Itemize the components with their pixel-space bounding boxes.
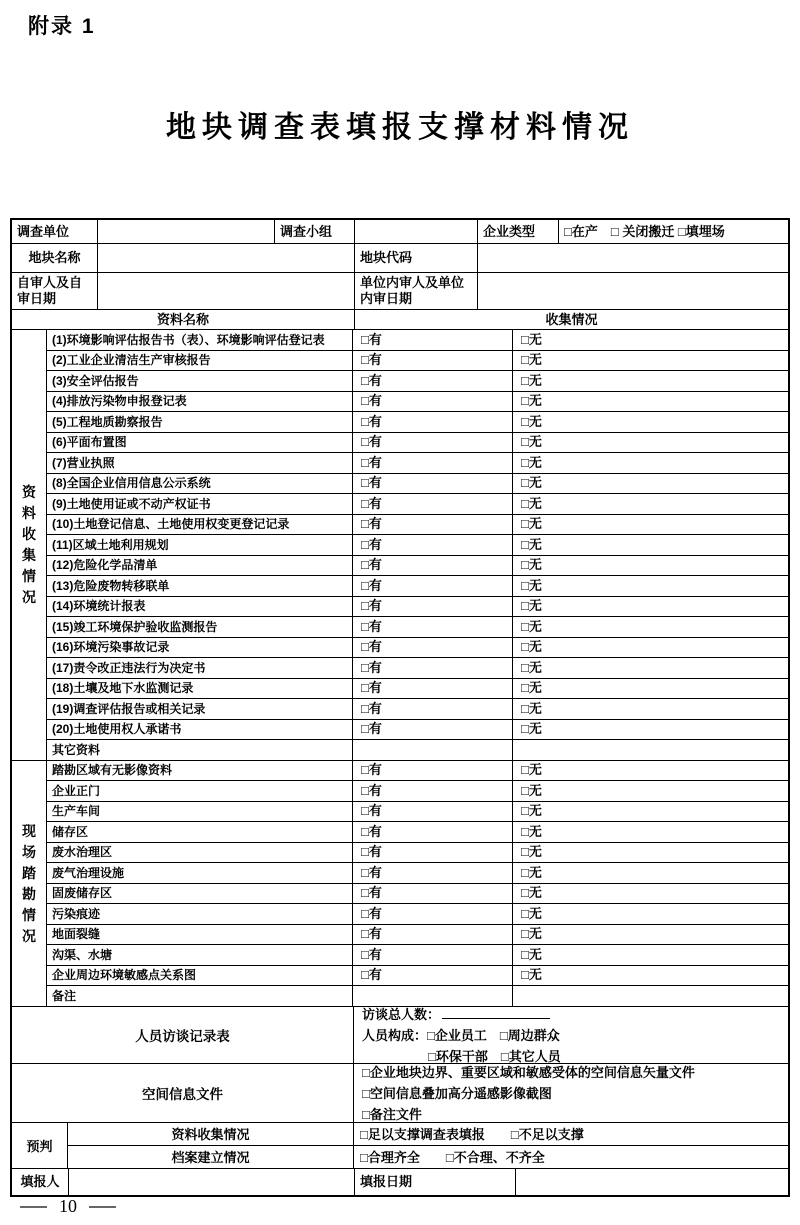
none-checkbox: □无 [512,863,788,883]
have-checkbox: □有 [352,371,512,391]
material-name: 固废储存区 [52,886,113,901]
form-title: 地块调查表填报支撑材料情况 [166,111,634,144]
have-checkbox: □有 [352,761,512,781]
material-row [47,739,788,760]
self-review-label: 自审人及自审日期 [17,275,83,306]
have-checkbox: □有 [352,720,512,740]
have-checkbox: □有 [352,863,512,883]
survey-unit-label: 调查单位 [17,223,70,239]
have-checkbox: □有 [352,351,512,371]
material-name: (3)安全评估报告 [52,373,139,388]
material-row [47,883,788,904]
column-header-row [12,309,788,329]
have-checkbox: □有 [352,638,512,658]
interview-label: 人员访谈记录表 [12,1007,354,1063]
spatial-option-1: □企业地块边界、重要区域和敏感受体的空间信息矢量文件 [362,1065,695,1080]
none-checkbox: □无 [512,843,788,863]
material-name: (14)环境统计报表 [52,599,146,614]
none-checkbox: □无 [512,453,788,473]
none-checkbox: □无 [512,474,788,494]
have-checkbox: □有 [352,966,512,986]
material-row [47,411,788,432]
material-name: (18)土壤及地下水监测记录 [52,681,194,696]
material-row [47,555,788,576]
survey-unit-value-cell [97,220,274,243]
enterprise-type-options: □在产 □ 关闭搬迁 □填埋场 [558,220,788,243]
none-checkbox: □无 [512,945,788,965]
have-checkbox: □有 [352,453,512,473]
have-checkbox: □有 [352,392,512,412]
report-date-label: 填报日期 [354,1169,515,1195]
material-row [47,432,788,453]
none-checkbox: □无 [512,330,788,350]
enterprise-type-label: 企业类型 [477,220,558,243]
empty-cell [512,740,788,760]
prediction-row-archive [68,1145,788,1168]
material-name: 企业正门 [52,783,101,798]
have-checkbox: □有 [352,884,512,904]
none-checkbox: □无 [512,597,788,617]
material-name: (6)平面布置图 [52,435,127,450]
material-name: (9)土地使用证或不动产权证书 [52,496,211,511]
material-name: (7)营业执照 [52,455,115,470]
material-name: 废水治理区 [52,845,113,860]
composition-label: 人员构成： [362,1028,428,1043]
material-name: (20)土地使用权人承诺书 [52,722,182,737]
interview-composition-line1 [362,1025,780,1044]
none-checkbox: □无 [512,371,788,391]
dash-left [20,1206,47,1208]
material-name: (16)环境污染事故记录 [52,640,170,655]
material-name: 污染痕迹 [52,906,101,921]
material-name: 沟渠、水塘 [52,947,113,962]
survey-group-label: 调查小组 [274,220,354,243]
material-name: 储存区 [52,824,89,839]
prediction-row-materials [68,1123,788,1145]
material-name: (15)竣工环境保护验收监测报告 [52,619,218,634]
have-checkbox: □有 [352,474,512,494]
none-checkbox: □无 [512,576,788,596]
material-name: (11)区域土地利用规划 [52,537,169,552]
none-checkbox: □无 [512,658,788,678]
material-row [47,391,788,412]
form-table [10,218,790,1197]
dash-right [89,1206,116,1208]
material-name: (10)土地登记信息、土地使用权变更登记记录 [52,517,290,532]
empty-cell [512,986,788,1006]
interview-row [12,1006,788,1063]
have-checkbox: □有 [352,433,512,453]
empty-cell [352,740,512,760]
materials-rows [47,330,788,760]
have-checkbox: □有 [352,617,512,637]
material-name: (19)调查评估报告或相关记录 [52,701,206,716]
material-row [47,821,788,842]
have-checkbox: □有 [352,781,512,801]
material-row [47,350,788,371]
have-checkbox: □有 [352,822,512,842]
header-row-2 [12,243,788,272]
interview-total-label: 访谈总人数： [362,1007,441,1022]
material-row [47,575,788,596]
prediction-row-2-name: 档案建立情况 [68,1146,354,1168]
material-row [47,924,788,945]
material-name: (4)排放污染物申报登记表 [52,394,187,409]
material-name: 地面裂缝 [52,927,101,942]
prediction-rows [68,1123,788,1168]
survey-group-value-cell [354,220,477,243]
interview-detail-cell [354,1007,788,1063]
site-survey-rows [47,761,788,1006]
spatial-info-detail-cell [354,1064,788,1122]
material-name: 踏勘区域有无影像资料 [52,763,173,778]
materials-collection-section [12,329,788,760]
material-row [47,761,788,781]
material-row [47,370,788,391]
material-name: (13)危险废物转移联单 [52,578,170,593]
parcel-name-value-cell [97,244,354,272]
material-row [47,862,788,883]
spatial-option-2: □空间信息叠加高分遥感影像截图 [362,1086,552,1101]
have-checkbox: □有 [352,904,512,924]
have-checkbox: □有 [352,925,512,945]
site-survey-section [12,760,788,1006]
parcel-code-value-cell [477,244,788,272]
none-checkbox: □无 [512,925,788,945]
have-checkbox: □有 [352,843,512,863]
material-row [47,780,788,801]
material-name-header: 资料名称 [156,311,209,327]
material-row [47,965,788,986]
material-row [47,657,788,678]
header-row-1 [12,220,788,243]
prediction-row-2-options: □合理齐全 □不合理、不齐全 [360,1150,545,1165]
none-checkbox: □无 [512,535,788,555]
section-label-materials: 资 料 收 集 情 况 [12,330,47,760]
material-row [47,985,788,1006]
have-checkbox: □有 [352,945,512,965]
material-name: (5)工程地质勘察报告 [52,414,163,429]
none-checkbox: □无 [512,781,788,801]
material-name: (12)危险化学品清单 [52,558,158,573]
material-row [47,637,788,658]
have-checkbox: □有 [352,330,512,350]
material-name: 生产车间 [52,804,101,819]
none-checkbox: □无 [512,638,788,658]
none-checkbox: □无 [512,884,788,904]
have-checkbox: □有 [352,679,512,699]
none-checkbox: □无 [512,802,788,822]
spatial-info-row [12,1063,788,1122]
material-row [47,698,788,719]
none-checkbox: □无 [512,617,788,637]
none-checkbox: □无 [512,822,788,842]
internal-review-value-cell [477,273,788,309]
section-label-site-survey: 现 场 踏 勘 情 况 [12,761,47,1006]
material-name: (1)环境影响评估报告书（表）、环境影响评估登记表 [52,332,325,347]
have-checkbox: □有 [352,597,512,617]
material-row [47,842,788,863]
material-row [47,330,788,350]
composition-options-2: □环保干部 □其它人员 [428,1049,561,1064]
none-checkbox: □无 [512,412,788,432]
self-review-value-cell [97,273,354,309]
material-row [47,719,788,740]
reporter-value-cell [68,1169,354,1195]
report-date-value-cell [515,1169,788,1195]
have-checkbox: □有 [352,556,512,576]
none-checkbox: □无 [512,433,788,453]
none-checkbox: □无 [512,515,788,535]
reporter-label: 填报人 [20,1173,60,1189]
parcel-code-label: 地块代码 [354,244,477,272]
none-checkbox: □无 [512,761,788,781]
have-checkbox: □有 [352,576,512,596]
total-count-underline [442,1007,550,1019]
internal-review-label: 单位内审人及单位内审日期 [354,273,477,309]
material-row [47,473,788,494]
appendix-label: 附录 1 [28,15,96,38]
material-row [47,616,788,637]
have-checkbox: □有 [352,535,512,555]
collection-status-header: 收集情况 [354,310,788,329]
spatial-option-3: □备注文件 [362,1107,422,1122]
material-row [47,944,788,965]
none-checkbox: □无 [512,679,788,699]
material-name: 备注 [52,988,77,1003]
none-checkbox: □无 [512,904,788,924]
none-checkbox: □无 [512,699,788,719]
none-checkbox: □无 [512,392,788,412]
prediction-row-1-options: □足以支撑调查表填报 □不足以支撑 [360,1127,584,1142]
prediction-section [12,1122,788,1168]
signoff-row [12,1168,788,1195]
have-checkbox: □有 [352,412,512,432]
material-row [47,514,788,535]
header-row-3 [12,272,788,309]
page-number-value: 10 [59,1196,77,1216]
composition-options-1: □企业员工 □周边群众 [427,1028,560,1043]
have-checkbox: □有 [352,658,512,678]
material-row [47,678,788,699]
material-row [47,903,788,924]
prediction-row-1-name: 资料收集情况 [68,1123,354,1145]
material-name: 企业周边环境敏感点关系图 [52,968,197,983]
none-checkbox: □无 [512,966,788,986]
page-number [20,1196,116,1217]
material-row [47,596,788,617]
material-name: (17)责令改正违法行为决定书 [52,660,206,675]
material-row [47,452,788,473]
material-name: 其它资料 [52,742,101,757]
have-checkbox: □有 [352,515,512,535]
material-name: 废气治理设施 [52,865,125,880]
none-checkbox: □无 [512,351,788,371]
parcel-name-label: 地块名称 [28,250,81,266]
material-row [47,493,788,514]
none-checkbox: □无 [512,494,788,514]
material-name: (8)全国企业信用信息公示系统 [52,476,211,491]
have-checkbox: □有 [352,699,512,719]
empty-cell [352,986,512,1006]
have-checkbox: □有 [352,494,512,514]
interview-total-line [362,1004,780,1023]
none-checkbox: □无 [512,720,788,740]
material-row [47,534,788,555]
none-checkbox: □无 [512,556,788,576]
material-row [47,801,788,822]
material-name: (2)工业企业清洁生产审核报告 [52,353,211,368]
prediction-label: 预判 [12,1123,68,1168]
have-checkbox: □有 [352,802,512,822]
spatial-info-label: 空间信息文件 [12,1064,354,1122]
